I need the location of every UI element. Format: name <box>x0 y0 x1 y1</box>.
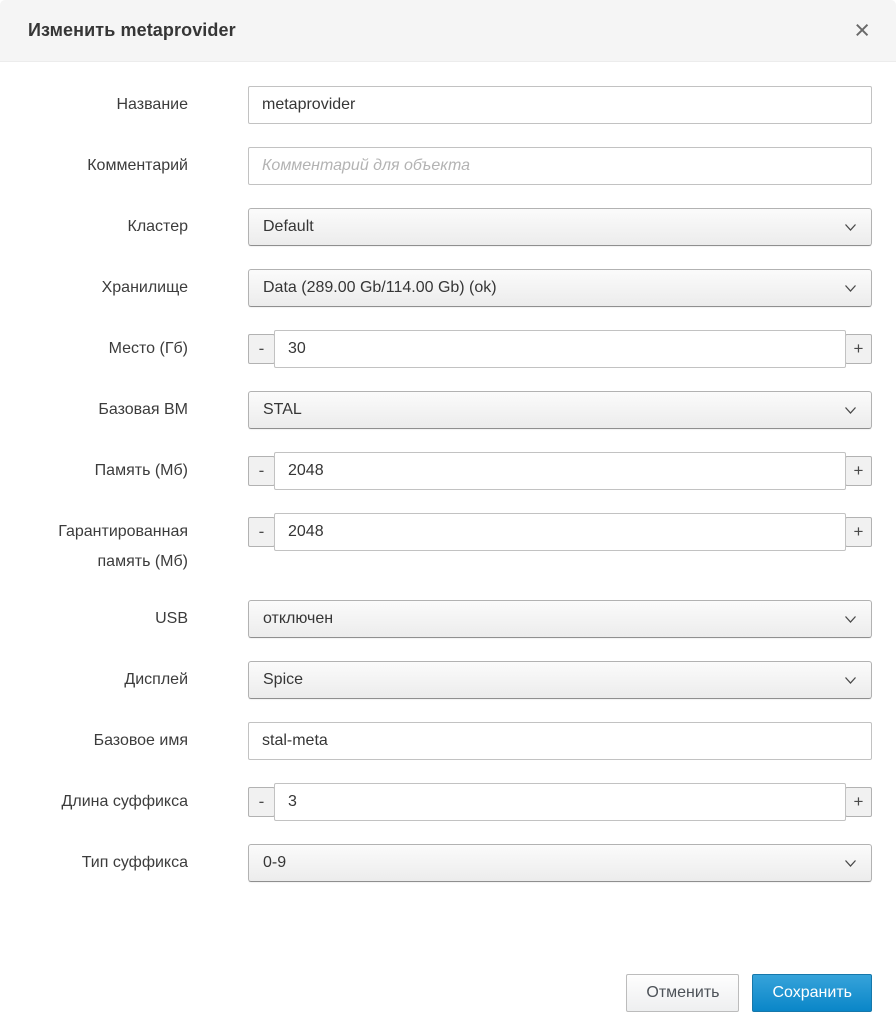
form-row <box>28 600 872 638</box>
cluster-select[interactable] <box>248 208 872 246</box>
chevron-down-icon <box>844 615 857 624</box>
size-gb-control <box>248 330 872 368</box>
display-select[interactable] <box>248 661 872 699</box>
storage-control <box>248 269 872 307</box>
memory-mb-input[interactable] <box>274 452 846 490</box>
suffix-length-decrement-button[interactable]: - <box>248 787 275 817</box>
display-control <box>248 661 872 699</box>
cluster-label: Кластер <box>127 218 188 235</box>
form-row <box>28 452 872 490</box>
base-vm-control <box>248 391 872 429</box>
chevron-down-icon <box>844 406 857 415</box>
base-vm-select[interactable] <box>248 391 872 429</box>
suffix-length-increment-button[interactable]: + <box>845 787 872 817</box>
form-row <box>28 86 872 124</box>
base-name-control <box>248 722 872 760</box>
dialog-footer <box>0 974 896 1034</box>
usb-control <box>248 600 872 638</box>
form-row <box>28 513 872 577</box>
chevron-down-icon <box>844 223 857 232</box>
memory-mb-increment-button[interactable]: + <box>845 456 872 486</box>
suffix-type-select[interactable] <box>248 844 872 882</box>
comment-control <box>248 147 872 185</box>
form-row <box>28 783 872 821</box>
memory-mb-control <box>248 452 872 490</box>
size-gb-stepper <box>248 330 872 368</box>
suffix-length-control <box>248 783 872 821</box>
size-gb-increment-button[interactable]: + <box>845 334 872 364</box>
dialog-header <box>0 0 896 62</box>
base-vm-label: Базовая ВМ <box>98 401 188 418</box>
form-row <box>28 147 872 185</box>
suffix-type-label: Тип суффикса <box>81 854 188 871</box>
form-row <box>28 844 872 882</box>
chevron-down-icon <box>844 676 857 685</box>
base-name-input[interactable] <box>248 722 872 760</box>
size-gb-input[interactable] <box>274 330 846 368</box>
size-gb-label: Место (Гб) <box>108 340 188 357</box>
cluster-control <box>248 208 872 246</box>
display-selected-value: Spice <box>263 671 304 688</box>
display-label: Дисплей <box>124 671 188 688</box>
usb-select[interactable] <box>248 600 872 638</box>
dialog-body <box>0 62 896 974</box>
name-input[interactable] <box>248 86 872 124</box>
suffix-length-input[interactable] <box>274 783 846 821</box>
chevron-down-icon <box>844 859 857 868</box>
guaranteed-memory-mb-label: Гарантированная память (Мб) <box>58 523 188 570</box>
base-name-label: Базовое имя <box>93 732 188 749</box>
cluster-selected-value: Default <box>263 218 314 235</box>
save-button[interactable]: Сохранить <box>752 974 872 1012</box>
memory-mb-stepper <box>248 452 872 490</box>
form-row <box>28 269 872 307</box>
form-row <box>28 661 872 699</box>
dialog-title: Изменить metaprovider <box>28 20 236 40</box>
suffix-length-stepper <box>248 783 872 821</box>
storage-selected-value: Data (289.00 Gb/114.00 Gb) (ok) <box>263 279 497 296</box>
suffix-length-label: Длина суффикса <box>61 793 188 810</box>
form-row <box>28 391 872 429</box>
form <box>28 86 872 882</box>
comment-input[interactable] <box>248 147 872 185</box>
form-row <box>28 208 872 246</box>
close-icon[interactable]: × <box>854 15 870 45</box>
suffix-type-selected-value: 0-9 <box>263 854 287 871</box>
usb-selected-value: отключен <box>263 610 334 627</box>
guaranteed-memory-mb-control <box>248 513 872 577</box>
usb-label: USB <box>155 610 188 627</box>
comment-label: Комментарий <box>87 157 188 174</box>
base-vm-selected-value: STAL <box>263 401 302 418</box>
suffix-type-control <box>248 844 872 882</box>
name-control <box>248 86 872 124</box>
form-row <box>28 330 872 368</box>
chevron-down-icon <box>844 284 857 293</box>
guaranteed-memory-mb-increment-button[interactable]: + <box>845 517 872 547</box>
cancel-button[interactable]: Отменить <box>626 974 739 1012</box>
form-row <box>28 722 872 760</box>
name-label: Название <box>116 96 188 113</box>
guaranteed-memory-mb-input[interactable] <box>274 513 846 551</box>
memory-mb-decrement-button[interactable]: - <box>248 456 275 486</box>
storage-label: Хранилище <box>101 279 188 296</box>
guaranteed-memory-mb-decrement-button[interactable]: - <box>248 517 275 547</box>
storage-select[interactable] <box>248 269 872 307</box>
guaranteed-memory-mb-stepper <box>248 513 872 551</box>
memory-mb-label: Память (Мб) <box>94 462 188 479</box>
size-gb-decrement-button[interactable]: - <box>248 334 275 364</box>
